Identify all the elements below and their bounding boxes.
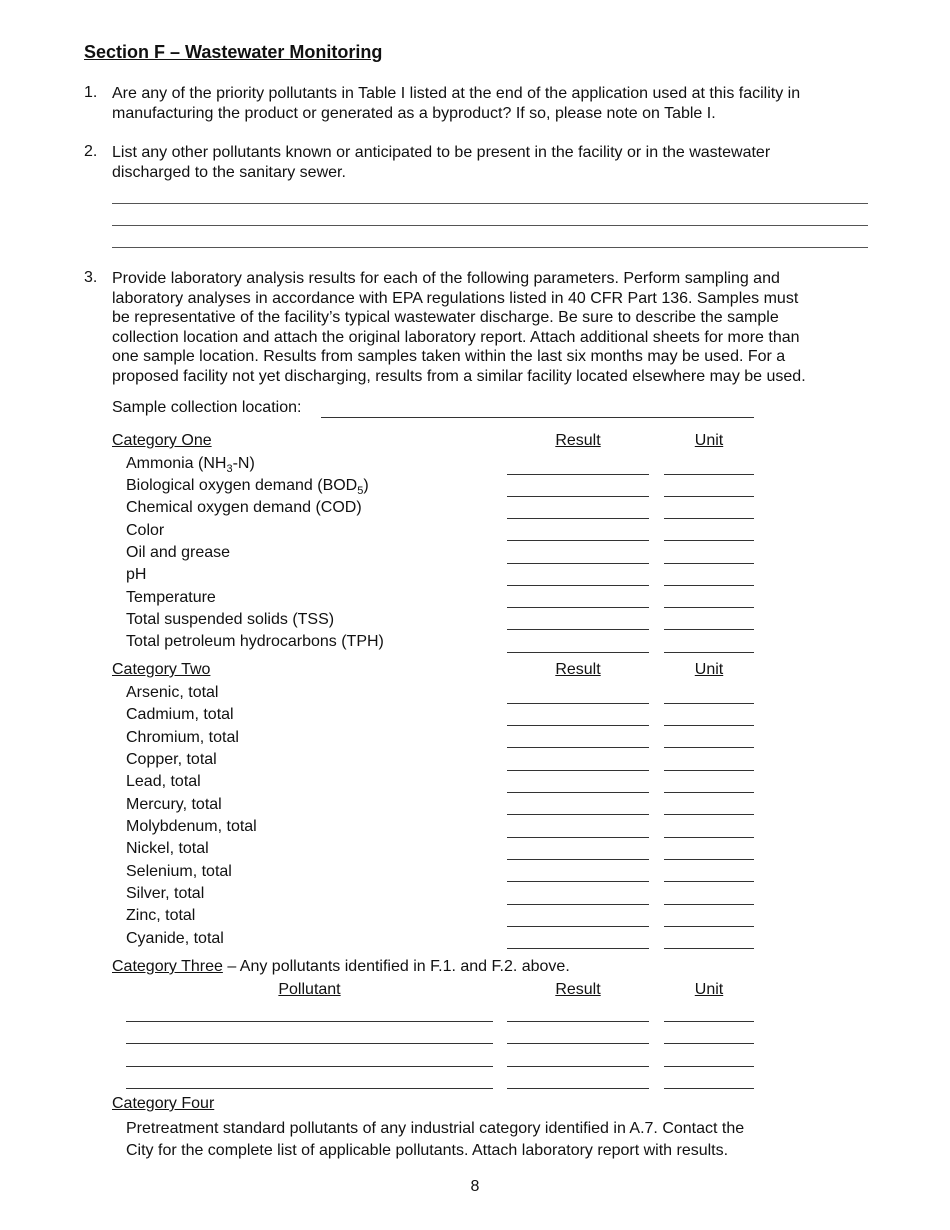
result-field[interactable]	[507, 792, 649, 793]
parameter-cyanide: Cyanide, total	[126, 930, 224, 947]
pollutant-field[interactable]	[126, 1043, 493, 1044]
unit-field[interactable]	[664, 725, 754, 726]
unit-field[interactable]	[664, 518, 754, 519]
question-3-line: one sample location. Results from samples taken within the last six months may be used. For a	[112, 348, 786, 365]
unit-field[interactable]	[664, 563, 754, 564]
parameter-nickel: Nickel, total	[126, 840, 209, 857]
unit-column-header: Unit	[694, 432, 724, 449]
parameter-ammonia	[126, 455, 255, 473]
parameter-zinc: Zinc, total	[126, 907, 196, 924]
parameter-silver: Silver, total	[126, 885, 205, 902]
question-3-line: Provide laboratory analysis results for each of the following parameters. Perform sampling and	[112, 270, 780, 287]
result-field[interactable]	[507, 948, 649, 949]
pollutant-field[interactable]	[126, 1088, 493, 1089]
question-3-line: collection location and attach the original laboratory report. Attach additional sheets for more than	[112, 328, 800, 346]
category-three-desc: – Any pollutants identified in F.1. and F.2. above.	[222, 958, 570, 975]
parameter-text: )	[363, 477, 369, 494]
result-field[interactable]	[507, 837, 649, 838]
pollutant-column-header: Pollutant	[278, 981, 341, 998]
unit-field[interactable]	[664, 629, 754, 630]
result-field[interactable]	[507, 725, 649, 726]
question-2-line: List any other pollutants known or anticipated to be present in the facility or in the wastewater	[112, 144, 771, 161]
result-column-header: Result	[555, 661, 601, 678]
unit-field[interactable]	[664, 814, 754, 815]
result-field[interactable]	[507, 1088, 649, 1089]
parameter-bod	[126, 477, 369, 495]
page-number: 8	[470, 1178, 480, 1195]
unit-field[interactable]	[664, 607, 754, 608]
category-four-title: Category Four	[112, 1095, 215, 1112]
question-1-text	[112, 84, 867, 123]
unit-field[interactable]	[664, 747, 754, 748]
parameter-cadmium: Cadmium, total	[126, 706, 234, 723]
question-1-line: Are any of the priority pollutants in Table I listed at the end of the application used at this facility in	[112, 85, 801, 102]
unit-field[interactable]	[664, 926, 754, 927]
parameter-color: Color	[126, 522, 165, 539]
result-field[interactable]	[507, 859, 649, 860]
result-field[interactable]	[507, 652, 649, 653]
parameter-lead: Lead, total	[126, 773, 201, 790]
parameter-arsenic: Arsenic, total	[126, 684, 219, 701]
category-three-heading	[112, 958, 570, 976]
result-field[interactable]	[507, 703, 649, 704]
result-field[interactable]	[507, 1043, 649, 1044]
parameter-selenium: Selenium, total	[126, 863, 232, 880]
unit-column-header: Unit	[694, 661, 724, 678]
unit-field[interactable]	[664, 792, 754, 793]
unit-field[interactable]	[664, 837, 754, 838]
category-three-title: Category Three	[112, 958, 223, 975]
subscript: 5	[357, 485, 364, 497]
unit-field[interactable]	[664, 474, 754, 475]
category-four-line: Pretreatment standard pollutants of any industrial category identified in A.7. Contact the	[126, 1120, 745, 1137]
parameter-text: -N)	[232, 455, 255, 472]
result-field[interactable]	[507, 1066, 649, 1067]
question-3-line: be representative of the facility’s typical wastewater discharge. Be sure to describe the sample	[112, 309, 779, 326]
question-2-number: 2.	[84, 143, 98, 160]
pollutant-field[interactable]	[126, 1066, 493, 1067]
question-2-line: discharged to the sanitary sewer.	[112, 163, 346, 181]
parameter-temperature: Temperature	[126, 589, 216, 606]
unit-field[interactable]	[664, 1043, 754, 1044]
sample-location-field[interactable]	[321, 417, 754, 418]
unit-field[interactable]	[664, 703, 754, 704]
result-field[interactable]	[507, 496, 649, 497]
unit-field[interactable]	[664, 859, 754, 860]
result-field[interactable]	[507, 607, 649, 608]
subscript: 3	[226, 463, 233, 475]
result-field[interactable]	[507, 904, 649, 905]
unit-field[interactable]	[664, 652, 754, 653]
unit-field[interactable]	[664, 585, 754, 586]
unit-field[interactable]	[664, 881, 754, 882]
category-one-title: Category One	[112, 432, 212, 449]
unit-column-header: Unit	[694, 981, 724, 998]
question-1-number: 1.	[84, 84, 98, 101]
category-four-line: City for the complete list of applicable pollutants. Attach laboratory report with results.	[126, 1142, 729, 1159]
answer-line[interactable]	[112, 247, 868, 248]
pollutant-field[interactable]	[126, 1021, 493, 1022]
unit-field[interactable]	[664, 1021, 754, 1022]
parameter-ph: pH	[126, 566, 147, 583]
question-1-line: manufacturing the product or generated as a byproduct? If so, please note on Table I.	[112, 104, 716, 122]
parameter-tss: Total suspended solids (TSS)	[126, 611, 335, 628]
category-two-title: Category Two	[112, 661, 211, 678]
unit-field[interactable]	[664, 496, 754, 497]
result-field[interactable]	[507, 540, 649, 541]
unit-field[interactable]	[664, 1066, 754, 1067]
answer-line[interactable]	[112, 225, 868, 226]
unit-field[interactable]	[664, 770, 754, 771]
question-3-text	[112, 269, 867, 386]
question-3-number: 3.	[84, 269, 98, 286]
parameter-oil-grease: Oil and grease	[126, 544, 231, 561]
parameter-mercury: Mercury, total	[126, 796, 222, 813]
question-3-line: proposed facility not yet discharging, results from a similar facility located elsewhere may be used.	[112, 367, 806, 385]
section-title: Section F – Wastewater Monitoring	[84, 42, 383, 62]
unit-field[interactable]	[664, 1088, 754, 1089]
result-field[interactable]	[507, 629, 649, 630]
parameter-text: Ammonia (NH	[126, 455, 227, 472]
question-3-line: laboratory analyses in accordance with EPA regulations listed in 40 CFR Part 136. Samples must	[112, 289, 799, 307]
unit-field[interactable]	[664, 540, 754, 541]
parameter-molybdenum: Molybdenum, total	[126, 818, 257, 835]
sample-location-label: Sample collection location:	[112, 399, 302, 416]
unit-field[interactable]	[664, 948, 754, 949]
question-2-text	[112, 143, 867, 182]
parameter-copper: Copper, total	[126, 751, 217, 768]
result-column-header: Result	[555, 432, 601, 449]
result-field[interactable]	[507, 518, 649, 519]
parameter-tph: Total petroleum hydrocarbons (TPH)	[126, 633, 384, 650]
unit-field[interactable]	[664, 904, 754, 905]
parameter-chromium: Chromium, total	[126, 729, 239, 746]
result-field[interactable]	[507, 585, 649, 586]
result-field[interactable]	[507, 563, 649, 564]
result-field[interactable]	[507, 474, 649, 475]
result-field[interactable]	[507, 770, 649, 771]
parameter-cod: Chemical oxygen demand (COD)	[126, 499, 362, 516]
result-field[interactable]	[507, 926, 649, 927]
result-field[interactable]	[507, 814, 649, 815]
answer-line[interactable]	[112, 203, 868, 204]
result-field[interactable]	[507, 881, 649, 882]
result-field[interactable]	[507, 1021, 649, 1022]
result-field[interactable]	[507, 747, 649, 748]
result-column-header: Result	[555, 981, 601, 998]
parameter-text: Biological oxygen demand (BOD	[126, 477, 358, 494]
